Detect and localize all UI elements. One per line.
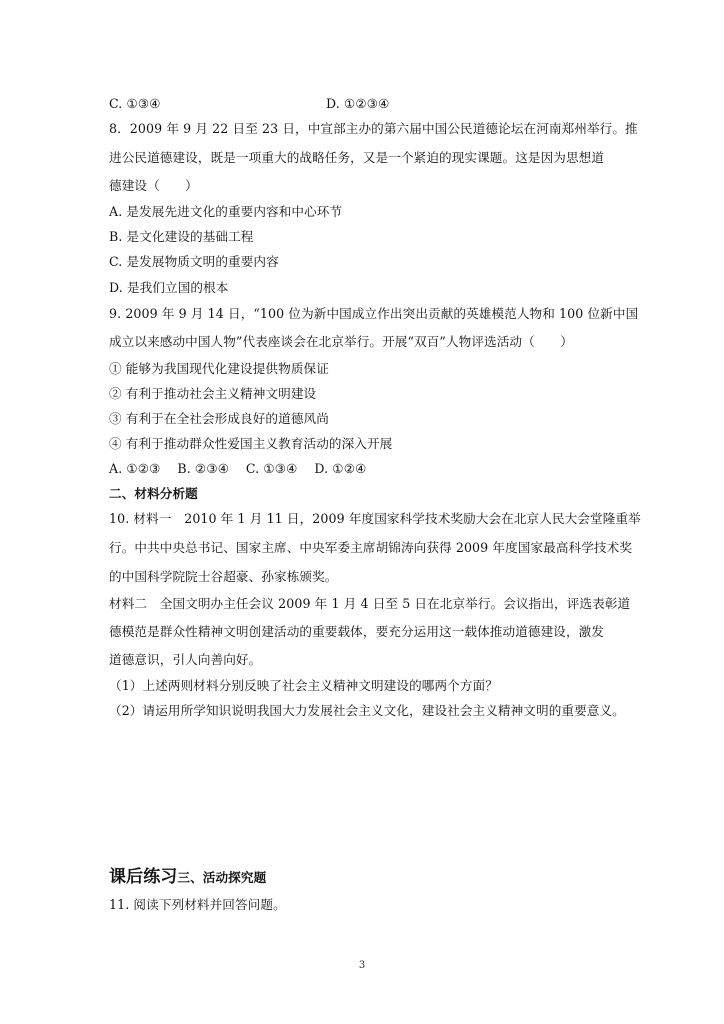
q7-option-d: D. ①②③④ (326, 96, 390, 111)
section-3-heading: 三、活动探究题 (177, 870, 267, 885)
q8-stem-line-2: 进公民道德建设，既是一项重大的战略任务，又是一个紧迫的现实课题。这是因为思想道 (109, 150, 605, 165)
q8-option-d: D. 是我们立国的根本 (109, 280, 229, 295)
q8-stem-line-1: 8．2009 年 9 月 22 日至 23 日，中宣部主办的第六届中国公民道德论坛在河南郑州举行。推 (109, 121, 638, 136)
section-2-heading: 二、材料分析题 (109, 486, 198, 501)
q10-subquestion-1: （1）上述两则材料分别反映了社会主义精神文明建设的哪两个方面？ (109, 678, 498, 693)
q8-stem-line-3: 德建设（ ） (109, 178, 198, 193)
q8-option-b: B. 是文化建设的基础工程 (109, 229, 254, 244)
q10-material-2-line-1: 材料二 全国文明办主任会议 2009 年 1 月 4 日至 5 日在北京举行。会议指出，评选表彰道 (109, 596, 631, 611)
q7-option-c: C. ①③④ (109, 96, 161, 111)
after-class-title: 课后练习 (109, 867, 178, 887)
q8-option-c: C. 是发展物质文明的重要内容 (109, 254, 279, 269)
q9-item-1: ① 能够为我国现代化建设提供物质保证 (109, 361, 329, 376)
q10-material-1-line-2: 行。中共中央总书记、国家主席、中央军委主席胡锦涛向获得 2009 年度国家最高科学技术奖 (109, 540, 633, 555)
q10-material-1-line-3: 的中国科学院院士谷超豪、孙家栋颁奖。 (109, 569, 338, 584)
q9-item-3: ③ 有利于在全社会形成良好的道德风尚 (109, 411, 329, 426)
q9-stem-line-2: 成立以来感动中国人物”代表座谈会在北京举行。开展“双百”人物评选活动（ ） (109, 334, 573, 349)
q10-material-2-line-2: 德模范是群众性精神文明创建活动的重要载体，要充分运用这一载体推动道德建设，激发 (109, 624, 605, 639)
q11-stem: 11. 阅读下列材料并回答问题。 (109, 897, 286, 912)
page-number: 3 (358, 960, 366, 971)
q10-material-1-line-1: 10. 材料一 2010 年 1 月 11 日，2009 年度国家科学技术奖励大会在北京人民大会堂隆重举 (109, 511, 641, 526)
after-class-heading (109, 866, 266, 889)
q10-material-2-line-3: 道德意识，引人向善向好。 (109, 652, 262, 667)
q9-item-4: ④ 有利于推动群众性爱国主义教育活动的深入开展 (109, 436, 393, 451)
q9-stem-line-1: 9. 2009 年 9 月 14 日，“100 位为新中国成立作出突出贡献的英雄模范人物和 100 位新中国 (109, 306, 639, 321)
q10-subquestion-2: （2）请运用所学知识说明我国大力发展社会主义文化，建设社会主义精神文明的重要意义。 (109, 703, 625, 718)
q7-options-tail (109, 96, 390, 112)
q8-option-a: A. 是发展先进文化的重要内容和中心环节 (109, 204, 343, 219)
q9-options: A. ①②③ B. ②③④ C. ①③④ D. ①②④ (109, 461, 367, 476)
q9-item-2: ② 有利于推动社会主义精神文明建设 (109, 386, 317, 401)
